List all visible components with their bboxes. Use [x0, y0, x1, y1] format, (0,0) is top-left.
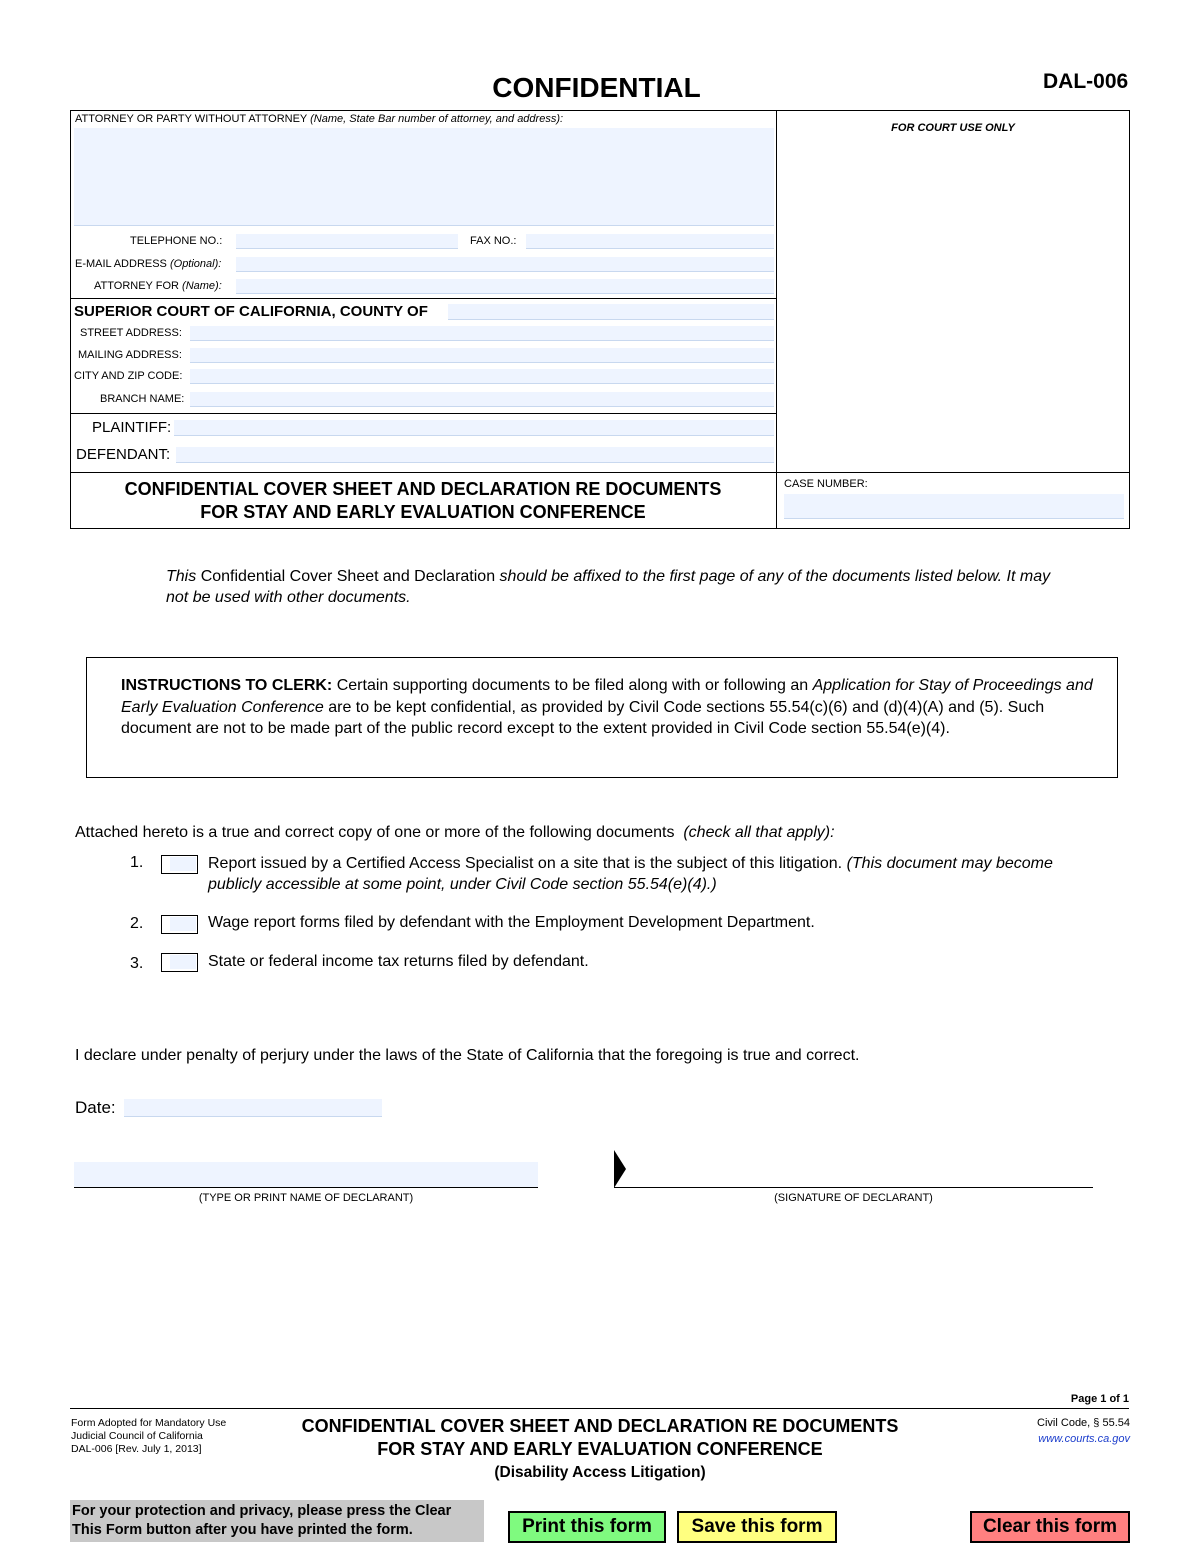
item-text: Wage report forms filed by defendant with the Employment Development Department.	[208, 914, 815, 931]
telephone-field[interactable]	[236, 234, 458, 249]
courts-website-link[interactable]: www.courts.ca.gov	[1038, 1433, 1130, 1445]
attached-lead: Attached hereto is a true and correct copy of one or more of the following documents (check all that apply):	[75, 824, 835, 841]
print-form-button[interactable]: Print this form	[508, 1511, 666, 1543]
item-text: Report issued by a Certified Access Specialist on a site that is the subject of this litigation. (This document may become publicly accessible at some point, under Civil Code section 55.54(e)(4).)	[208, 855, 1053, 893]
fax-field[interactable]	[526, 234, 774, 249]
form-title: CONFIDENTIAL COVER SHEET AND DECLARATION RE DOCUMENTS FOR STAY AND EARLY EVALUATION CONFERENCE	[124, 479, 722, 522]
checkbox-item-3[interactable]	[161, 953, 198, 972]
footer-title: CONFIDENTIAL COVER SHEET AND DECLARATION RE DOCUMENTS FOR STAY AND EARLY EVALUATION CONFERENCE (Disability Access Litigation)	[301, 1416, 899, 1481]
form-number: DAL-006	[1043, 70, 1129, 93]
item-text: State or federal income tax returns filed by defendant.	[208, 953, 589, 970]
street-address-field[interactable]	[190, 326, 774, 341]
branch-name-field[interactable]	[190, 392, 774, 407]
save-form-button[interactable]: Save this form	[677, 1511, 837, 1543]
county-field[interactable]	[448, 304, 774, 320]
signature-arrow-icon	[614, 1150, 628, 1188]
fax-label: FAX NO.:	[470, 235, 517, 247]
city-zip-field[interactable]	[190, 369, 774, 384]
item-number: 2.	[130, 915, 144, 932]
attorney-name-address-field[interactable]	[74, 128, 774, 226]
page-number: Page 1 of 1	[1070, 1393, 1129, 1405]
privacy-notice: For your protection and privacy, please press the Clear This Form button after you have printed the form.	[70, 1500, 484, 1542]
item-number: 3.	[130, 955, 144, 972]
declaration-text: I declare under penalty of perjury under the laws of the State of California that the foregoing is true and correct.	[75, 1047, 860, 1064]
email-field[interactable]	[236, 257, 774, 272]
attorney-label: ATTORNEY OR PARTY WITHOUT ATTORNEY (Name, State Bar number of attorney, and address):	[75, 113, 564, 125]
adoption-info: Form Adopted for Mandatory Use Judicial Council of California DAL-006 [Rev. July 1, 2013]	[71, 1417, 227, 1455]
email-label: E-MAIL ADDRESS (Optional):	[75, 258, 222, 270]
attorney-for-label: ATTORNEY FOR (Name):	[94, 280, 222, 292]
defendant-label: DEFENDANT:	[76, 446, 171, 463]
date-label: Date:	[75, 1098, 116, 1117]
checkbox-item-1[interactable]	[161, 855, 198, 874]
defendant-field[interactable]	[176, 447, 774, 463]
declarant-name-caption: (TYPE OR PRINT NAME OF DECLARANT)	[198, 1192, 414, 1204]
court-use-only: FOR COURT USE ONLY	[891, 122, 1015, 134]
telephone-label: TELEPHONE NO.:	[130, 235, 223, 247]
civil-code-ref: Civil Code, § 55.54	[1037, 1417, 1130, 1429]
item-number: 1.	[130, 854, 144, 871]
date-field[interactable]	[124, 1099, 382, 1117]
intro-text: This Confidential Cover Sheet and Declaration should be affixed to the first page of any of the documents listed below. It may not be used with other documents.	[166, 568, 1051, 606]
signature-line[interactable]	[614, 1187, 1093, 1188]
city-zip-label: CITY AND ZIP CODE:	[74, 370, 183, 382]
clerk-instructions-text: INSTRUCTIONS TO CLERK: Certain supporting documents to be filed along with or following an Application for Stay of Proceedings and Early Evaluation Conference are to be kept confidential, as provided by Civil Code sections 55.54(c)(6) and (d)(4)(A) and (5). Such document are not to be made part of the public record except to the extent provided in Civil Code section 55.54(e)(4).	[121, 677, 1093, 737]
plaintiff-field[interactable]	[174, 420, 774, 436]
branch-name-label: BRANCH NAME:	[100, 393, 185, 405]
signature-caption: (SIGNATURE OF DECLARANT)	[774, 1192, 933, 1204]
declarant-name-field[interactable]	[74, 1162, 538, 1188]
attorney-for-field[interactable]	[236, 279, 774, 294]
checkbox-item-2[interactable]	[161, 915, 198, 934]
plaintiff-label: PLAINTIFF:	[92, 419, 172, 436]
mailing-address-field[interactable]	[190, 348, 774, 363]
court-county-label: SUPERIOR COURT OF CALIFORNIA, COUNTY OF	[74, 303, 428, 320]
street-address-label: STREET ADDRESS:	[80, 327, 182, 339]
case-number-field[interactable]	[784, 494, 1124, 519]
clear-form-button[interactable]: Clear this form	[970, 1511, 1130, 1543]
confidential-heading: CONFIDENTIAL	[492, 72, 701, 103]
case-number-label: CASE NUMBER:	[784, 478, 868, 490]
mailing-address-label: MAILING ADDRESS:	[78, 349, 182, 361]
